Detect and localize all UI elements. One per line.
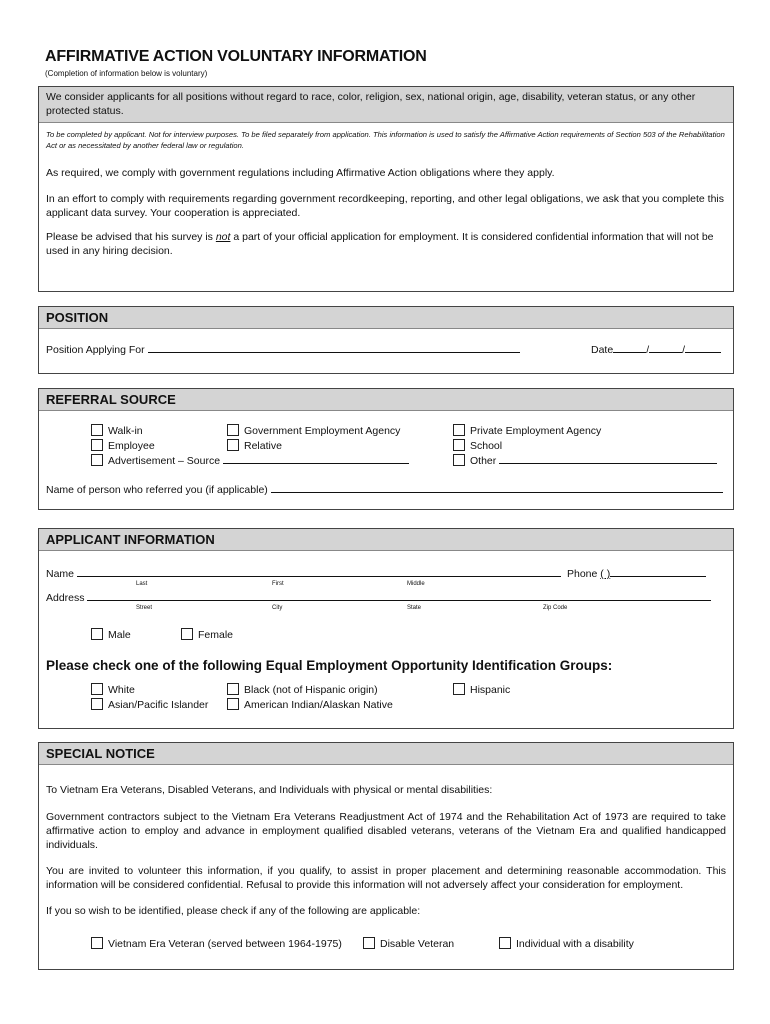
- address-label: Address: [46, 592, 85, 604]
- referral-option-private-agency[interactable]: [453, 424, 717, 439]
- special-notice-intro: To Vietnam Era Veterans, Disabled Veterans, and Individuals with physical or mental disabilities:: [46, 784, 493, 796]
- name-label: Name: [46, 568, 75, 580]
- option-label: Disable Veteran: [380, 938, 455, 950]
- referral-section: [38, 388, 734, 510]
- address-field[interactable]: [87, 591, 711, 601]
- option-label: Government Employment Agency: [244, 425, 401, 437]
- advertisement-source-field[interactable]: [223, 454, 409, 464]
- eeo-column-1: [91, 683, 208, 713]
- name-sub-first: First: [272, 581, 284, 587]
- option-label: American Indian/Alaskan Native: [244, 699, 393, 711]
- contractor-obligation-paragraph: Government contractors subject to the Vietnam Era Veterans Readjustment Act of 1974 and the Rehabilitation Act of 1973 are required to take affirmative action to employ and advance in employment qualified disabled veterans, veterans of the Vietnam Era and qualified handicapped individuals.: [46, 811, 726, 851]
- special-option-vietnam-veteran[interactable]: [91, 937, 342, 952]
- eeo-option-hispanic[interactable]: [453, 683, 510, 698]
- position-section: [38, 306, 734, 374]
- option-label: Male: [108, 629, 131, 641]
- phone-label: Phone: [567, 568, 598, 580]
- checkbox[interactable]: [453, 439, 465, 451]
- confidentiality-paragraph: [39, 230, 733, 258]
- not-emphasis: not: [215, 231, 231, 243]
- position-applying-row: [46, 343, 520, 356]
- gender-option-female[interactable]: [181, 628, 233, 643]
- option-label: Female: [198, 629, 234, 641]
- name-row: [46, 567, 561, 580]
- referral-option-other[interactable]: [453, 454, 717, 469]
- confidentiality-text-end: a part of your official application for employment. It is considered confidential information that will not be used in any hiring decision.: [46, 231, 714, 257]
- referral-option-advertisement[interactable]: [91, 454, 409, 469]
- address-sub-street: Street: [136, 605, 153, 611]
- checkbox[interactable]: [181, 628, 193, 640]
- compliance-paragraph: As required, we comply with government regulations including Affirmative Action obligations where they apply.: [46, 167, 555, 179]
- address-sub-zip: Zip Code: [543, 605, 568, 611]
- option-label: Individual with a disability: [516, 938, 634, 950]
- date-separator: /: [646, 344, 650, 356]
- checkbox[interactable]: [453, 424, 465, 436]
- checkbox[interactable]: [453, 683, 465, 695]
- position-applying-field[interactable]: [148, 343, 520, 353]
- referred-by-label: Name of person who referred you (if applicable): [46, 484, 268, 496]
- phone-number-field[interactable]: [610, 567, 706, 577]
- option-label: Asian/Pacific Islander: [108, 699, 209, 711]
- address-row: [46, 591, 711, 604]
- checkbox[interactable]: [91, 937, 103, 949]
- option-label: Walk-in: [108, 425, 143, 437]
- eeo-column-2: [227, 683, 393, 713]
- intro-box: [38, 86, 734, 292]
- form-subtitle: (Completion of information below is voluntary): [45, 69, 208, 78]
- option-label: Employee: [108, 440, 155, 452]
- name-sub-middle: Middle: [407, 581, 425, 587]
- option-label: White: [108, 684, 135, 696]
- form-title: AFFIRMATIVE ACTION VOLUNTARY INFORMATION: [45, 48, 427, 65]
- phone-row: [567, 567, 706, 580]
- special-notice-heading: SPECIAL NOTICE: [39, 743, 733, 765]
- eeo-option-asian-pacific-islander[interactable]: [91, 698, 208, 713]
- option-label: Black (not of Hispanic origin): [244, 684, 378, 696]
- option-label: Vietnam Era Veteran (served between 1964-1975): [108, 938, 342, 950]
- position-heading: POSITION: [39, 307, 733, 329]
- confidentiality-text-start: Please be advised that his survey is: [46, 231, 216, 243]
- volunteer-information-paragraph: You are invited to volunteer this information, if you qualify, to assist in proper placement and determining reasonable accommodation. This information will be considered confidential. Refusal to provide this information will not adversely affect your consideration for employment.: [46, 865, 726, 891]
- checkbox[interactable]: [91, 683, 103, 695]
- other-source-field[interactable]: [499, 454, 717, 464]
- checkbox[interactable]: [91, 454, 103, 466]
- referral-option-school[interactable]: [453, 439, 717, 454]
- checkbox[interactable]: [499, 937, 511, 949]
- option-label: Private Employment Agency: [470, 425, 602, 437]
- referral-column-3: [453, 424, 717, 469]
- eeo-heading: Please check one of the following Equal Employment Opportunity Identification Groups:: [46, 658, 613, 673]
- address-sub-state: State: [407, 605, 422, 611]
- completion-note: To be completed by applicant. Not for interview purposes. To be filed separately from application. This information is used to satisfy the Affirmative Action requirements of Section 503 of the Rehabilitation Act or as necessitated by another federal law or regulation.: [46, 130, 725, 150]
- applicant-section: [38, 528, 734, 729]
- referral-column-2: [227, 424, 400, 454]
- option-label: Advertisement – Source: [108, 455, 221, 467]
- special-option-disability[interactable]: [499, 937, 634, 952]
- checkbox[interactable]: [227, 424, 239, 436]
- date-row: [591, 343, 721, 356]
- referral-option-government-agency[interactable]: [227, 424, 400, 439]
- option-label: Relative: [244, 440, 282, 452]
- non-discrimination-statement: We consider applicants for all positions without regard to race, color, religion, sex, national origin, age, disability, veteran status, or any other protected status.: [39, 87, 733, 123]
- referred-by-field[interactable]: [271, 483, 723, 493]
- referred-by-row: [46, 483, 723, 496]
- checkbox[interactable]: [363, 937, 375, 949]
- referral-heading: REFERRAL SOURCE: [39, 389, 733, 411]
- special-notice-section: [38, 742, 734, 970]
- referral-option-relative[interactable]: [227, 439, 400, 454]
- position-applying-label: Position Applying For: [46, 344, 145, 356]
- special-option-disabled-veteran[interactable]: [363, 937, 454, 952]
- checkbox[interactable]: [453, 454, 465, 466]
- option-label: Other: [470, 455, 497, 467]
- option-label: Hispanic: [470, 684, 511, 696]
- date-label: Date: [591, 344, 614, 356]
- date-year-field[interactable]: [685, 343, 721, 353]
- checkbox[interactable]: [227, 698, 239, 710]
- checkbox[interactable]: [91, 439, 103, 451]
- date-day-field[interactable]: [649, 343, 682, 353]
- checkbox[interactable]: [227, 439, 239, 451]
- eeo-column-3: [453, 683, 510, 698]
- name-field[interactable]: [77, 567, 561, 577]
- eeo-option-white[interactable]: [91, 683, 208, 698]
- gender-option-male[interactable]: [91, 628, 131, 643]
- address-sub-city: City: [272, 605, 283, 611]
- identification-prompt: If you so wish to be identified, please check if any of the following are applicable:: [46, 905, 421, 917]
- date-separator: /: [682, 344, 686, 356]
- survey-request-paragraph: In an effort to comply with requirements regarding government recordkeeping, reporting, and other legal obligations, we ask that you complete this applicant data survey. Your cooperation is appreciated.: [46, 193, 725, 219]
- checkbox[interactable]: [227, 683, 239, 695]
- checkbox[interactable]: [91, 698, 103, 710]
- eeo-option-american-indian[interactable]: [227, 698, 393, 713]
- eeo-option-black[interactable]: [227, 683, 393, 698]
- date-month-field[interactable]: [613, 343, 646, 353]
- applicant-heading: APPLICANT INFORMATION: [39, 529, 733, 551]
- name-sub-last: Last: [136, 581, 148, 587]
- checkbox[interactable]: [91, 424, 103, 436]
- checkbox[interactable]: [91, 628, 103, 640]
- phone-area-code-field[interactable]: ( ): [600, 568, 611, 580]
- option-label: School: [470, 440, 503, 452]
